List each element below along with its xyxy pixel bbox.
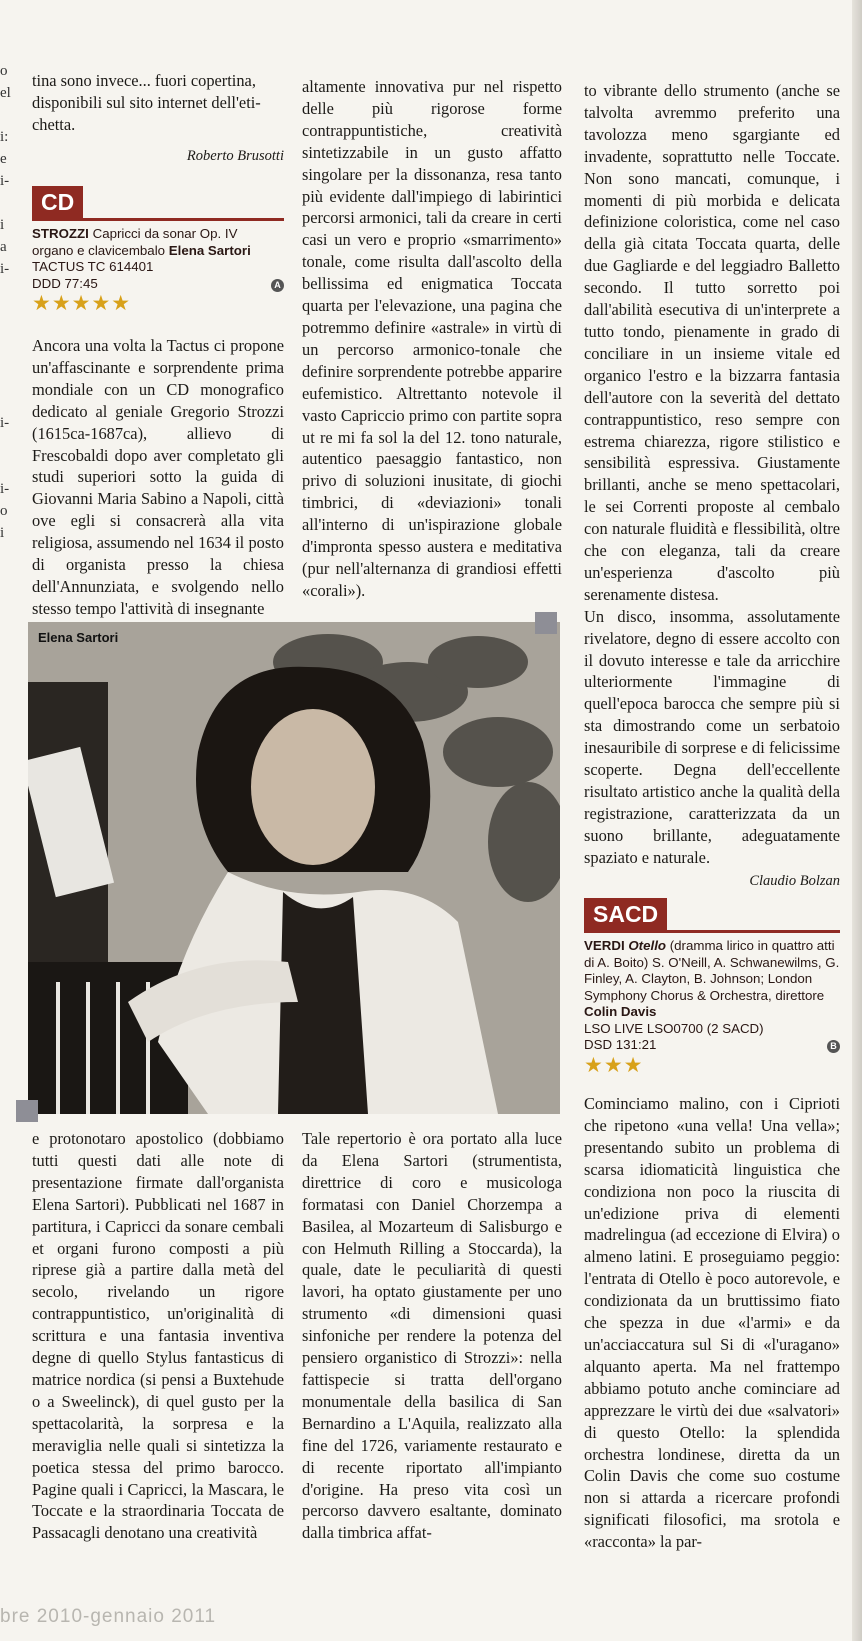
column-3-top	[584, 80, 840, 893]
column-1-bottom	[32, 1128, 284, 1544]
left-gutter-fragments	[0, 60, 14, 620]
intro-line: tina sono invece... fuori copertina,	[32, 71, 256, 90]
cd-rule	[32, 218, 284, 221]
column-1-body	[32, 335, 284, 620]
format-duration: DSD 131:21	[584, 1037, 657, 1052]
rating-a-icon: A	[271, 279, 284, 292]
performers-prefix: organo e clavicembalo	[32, 242, 166, 258]
gutter-fragment	[0, 280, 14, 302]
gutter-fragment	[0, 588, 14, 610]
sacd-review-header	[584, 898, 840, 1078]
intro-line: disponibili sul sito internet dell'eti-	[32, 92, 261, 112]
gutter-fragment: o	[0, 63, 8, 79]
paragraph: e protonotaro apostolico (dobbiamo tutti questi dati alle note di presentazione firmate dall'organista Elena Sartori). Pubblicati nel 1687 in partitura, i Capricci da sonare cembali et organi furono composti a più riprese già a partire dalla metà del secolo, rivelando un rigore contrappuntistico, un'originalità di scrittura e una fantasia inventiva degne di quello Stylus fantasticus di matrice nordica (si pensi a Buxtehude o a Sweelinck), di quel gusto per la spettacolarità, la sorpresa e la meraviglia nelle quali si sintetizza la poetica stessa del primo barocco. Pagine quali i Capricci, la Mascara, le Toccate e la straordinaria Toccata de Passacagli denotano una creatività	[32, 1129, 284, 1543]
paragraph: Ancora una volta la Tactus ci propone un'affascinante e sorprendente prima mondiale con un CD monografico dedicato al geniale Gregorio Strozzi (1615ca-1687ca), allievo di Frescobaldi dopo aver completato gli studi superiori sotto la guida di Giovanni Maria Sabino a Napoli, città ove egli si consacrerà alla vita religiosa, assumendo nel 1634 il posto di organista presso la chiesa dell'Annunziata, e svolgendo nello stesso tempo l'attività di insegnante	[32, 336, 284, 618]
gutter-fragment	[0, 302, 14, 324]
gutter-fragment: i-	[0, 261, 10, 277]
sacd-rule	[584, 930, 840, 933]
cd-badge: CD	[32, 186, 83, 218]
work-title: Otello	[628, 938, 667, 953]
gutter-fragment: i-	[0, 481, 10, 497]
cd-review-header	[32, 186, 284, 316]
sacd-badge: SACD	[584, 898, 667, 930]
rating-stars: ★★★	[584, 1053, 644, 1077]
composer: STROZZI	[32, 226, 89, 241]
gutter-fragment: e	[0, 151, 7, 167]
gutter-fragment: i:	[0, 129, 9, 145]
rating-b-icon: B	[827, 1040, 840, 1053]
gutter-fragment	[0, 104, 14, 126]
gutter-fragment	[0, 456, 14, 478]
gutter-fragment	[0, 324, 14, 346]
photo-caption: Elena Sartori	[38, 630, 119, 645]
gutter-fragment: i-	[0, 415, 10, 431]
gutter-fragment	[0, 192, 14, 214]
format-duration: DDD 77:45	[32, 275, 98, 291]
gutter-fragment: el	[0, 85, 11, 101]
paragraph: Un disco, insomma, assolutamente rivelatore, degno di essere accolto con il dovuto interesse e tale da arricchire ulteriormente l'immagine di quell'epoca barocca che sempre più si sta dimostrando come un serbatoio inesauribile di sorprese e di felicissime scoperte. Degna dell'eccellente risultato artistico anche la qualità della registrazione, caratterizzata da un suono brillante, adeguatamente spaziato e naturale.	[584, 606, 840, 867]
issue-date-footer: bre 2010-gennaio 2011	[0, 1606, 217, 1627]
signature-bolzan: Claudio Bolzan	[749, 872, 840, 889]
label-catalog: LSO LIVE LSO0700 (2 SACD)	[584, 1020, 764, 1036]
intro-line: chetta.	[32, 114, 76, 134]
gutter-fragment	[0, 544, 14, 566]
performer: Elena Sartori	[168, 242, 251, 258]
paragraph: Cominciamo malino, con i Ciprioti che ripetono «una vella! Una vella»; presentando subito un problema di scarsa idiomaticità linguistica che condiziona non poco la riuscita di un'edizione priva di elementi madrelingua (ad eccezione di Elvira) o almeno latini. E proseguiamo peggio: l'entrata di Otello è poco autorevole, e condizionata da un bruttissimo fiato che spezza in due «l'armi» e da un'acciaccatura sul Si di «l'uragano» alquanto aperta. Ma nel frattempo abbiamo potuto anche cominciare ad apprezzare le virtù dei due «salvatori» di questo Otello: la splendida orchestra londinese, diretta da un Colin Davis che come suo costume non si attarda a ricercare profondi significati filosofici, ma srotola e «racconta» la par-	[584, 1094, 840, 1552]
gutter-fragment	[0, 390, 14, 412]
cast-details: (dramma lirico in quattro atti di A. Boito) S. O'Neill, A. Schwanewilms, G. Finley, A. Clayton, B. Johnson; London Symphony Chorus & Orchestra, direttore	[584, 938, 840, 1003]
paragraph: to vibrante dello strumento (anche se talvolta avremmo preferito una tavolozza meno sgargiante ed invadente, soprattutto nelle Toccate. Non sono mancati, comunque, i momenti di più morbida e delicata definizione coloristica, come nel caso della già citata Toccata quarta, delle due Gagliarde e del leggiadro Balletto secondo. Il tutto sorretto poi dall'abilità esecutiva di un'interprete a tutto tondo, pienamente in grado di conciliare in un insieme vitale ed organico l'estro e la bizzarra fantasia dell'autore con la severità del dettato contrappuntistico, reso sempre con estrema chiarezza, rigore stilistico e sensibilità espressiva. Giustamente brillanti, anche se meno spettacolari, le sei Correnti proposte al cembalo con naturale fluidità e flessibilità, oltre che con eleganza, tali da creare un'esperienza d'ascolto più serenamente distesa.	[584, 81, 840, 604]
gutter-fragment	[0, 434, 14, 456]
rating-stars: ★★★★★	[32, 292, 132, 315]
photo-elena-sartori	[28, 622, 560, 1114]
conductor: Colin Davis	[584, 1004, 657, 1019]
signature-brusotti: Roberto Brusotti	[186, 147, 284, 164]
gutter-fragment: i-	[0, 173, 10, 189]
gutter-fragment	[0, 566, 14, 588]
column-2-bottom	[302, 1128, 562, 1544]
column-2-top	[302, 76, 562, 602]
work-title: Capricci da sonar Op. IV	[92, 226, 238, 241]
gutter-fragment: a	[0, 239, 7, 255]
decorative-square	[535, 612, 557, 634]
label-catalog: TACTUS TC 614401	[32, 259, 154, 274]
sacd-info	[584, 938, 840, 1078]
column-3-bottom	[584, 1093, 840, 1553]
composer: VERDI	[584, 938, 625, 953]
column-1-top	[32, 70, 284, 168]
gutter-fragment: i	[0, 525, 5, 541]
gutter-fragment	[0, 346, 14, 368]
cd-info	[32, 226, 284, 316]
gutter-fragment: i	[0, 217, 5, 233]
portrait-illustration	[28, 622, 560, 1114]
decorative-square	[16, 1100, 38, 1122]
gutter-fragment	[0, 368, 14, 390]
gutter-fragment: o	[0, 503, 8, 519]
page-edge	[852, 0, 862, 1641]
paragraph: Tale repertorio è ora portato alla luce da Elena Sartori (strumentista, direttrice di coro e musicologa formatasi con Daniel Chorzempa a Basilea, al Mozarteum di Salisburgo e con Helmuth Rilling a Stoccarda), la quale, date le peculiarità di questi lavori, ha optato giustamente per uno strumento «di dimensioni quasi sinfoniche per rendere la potenza del pensiero organistico di Strozzi»: nella fattispecie si tratta dell'organo monumentale della basilica di San Bernardino a L'Aquila, realizzato alla fine del 1726, variamente restaurato e di recente riportato all'impianto d'origine. Ha preso vita così un percorso davvero esaltante, dominato dalla timbrica affat-	[302, 1129, 562, 1543]
paragraph: altamente innovativa pur nel rispetto delle più rigorose forme contrappuntistiche, creatività sintetizzabile in un gusto affatto singolare per la dissonanza, resa tanto più evidente dall'impiego di labirintici percorsi armonici, tali da creare in certi casi un vero e proprio «smarrimento» tonale, come risulta dall'ascolto della bellissima ed enigmatica Toccata quarta per l'elevazione, una pagina che potremmo definire «astrale» in virtù di un percorso armonico-tonale che definire sorprendente potrebbe apparire eufemistico. Altrettanto notevole il vasto Capriccio primo con partite sopra ut re mi fa sol la del 12. tono naturale, autentico paesaggio fantastico, non privo di soluzioni inusitate, di giochi timbrici, di «deviazioni» tonali all'interno di un'ispirazione globale d'impronta spesso austera e meditativa (pur nell'alternanza di grandiosi effetti «corali»).	[302, 77, 562, 600]
